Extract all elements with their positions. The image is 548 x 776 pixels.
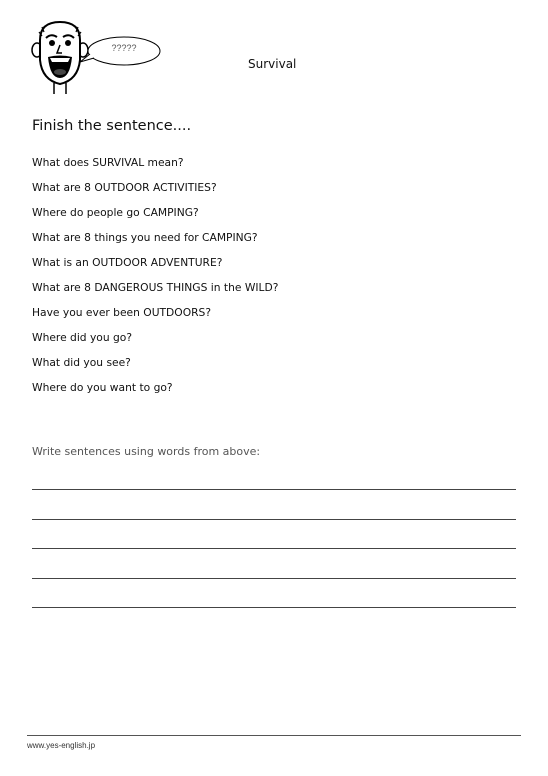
question-item: Where do people go CAMPING? (32, 206, 199, 219)
question-item: Where do you want to go? (32, 381, 173, 394)
page-title: Survival (248, 57, 297, 71)
writing-line (32, 548, 516, 549)
writing-line (32, 578, 516, 579)
question-item: What does SURVIVAL mean? (32, 156, 184, 169)
question-item: What are 8 things you need for CAMPING? (32, 231, 258, 244)
question-item: What did you see? (32, 356, 131, 369)
question-item: Where did you go? (32, 331, 133, 344)
footer-url: www.yes-english.jp (27, 741, 96, 750)
question-item: What is an OUTDOOR ADVENTURE? (32, 256, 223, 269)
section-heading: Finish the sentence.... (32, 118, 192, 134)
footer-divider (27, 735, 521, 736)
bubble-text: ????? (111, 43, 137, 53)
writing-line (32, 607, 516, 608)
writing-line (32, 489, 516, 490)
writing-line (32, 519, 516, 520)
writing-instruction: Write sentences using words from above: (32, 445, 261, 458)
question-item: What are 8 DANGEROUS THINGS in the WILD? (32, 281, 279, 294)
question-item: What are 8 OUTDOOR ACTIVITIES? (32, 181, 217, 194)
question-list (32, 150, 278, 400)
question-item: Have you ever been OUTDOORS? (32, 306, 211, 319)
